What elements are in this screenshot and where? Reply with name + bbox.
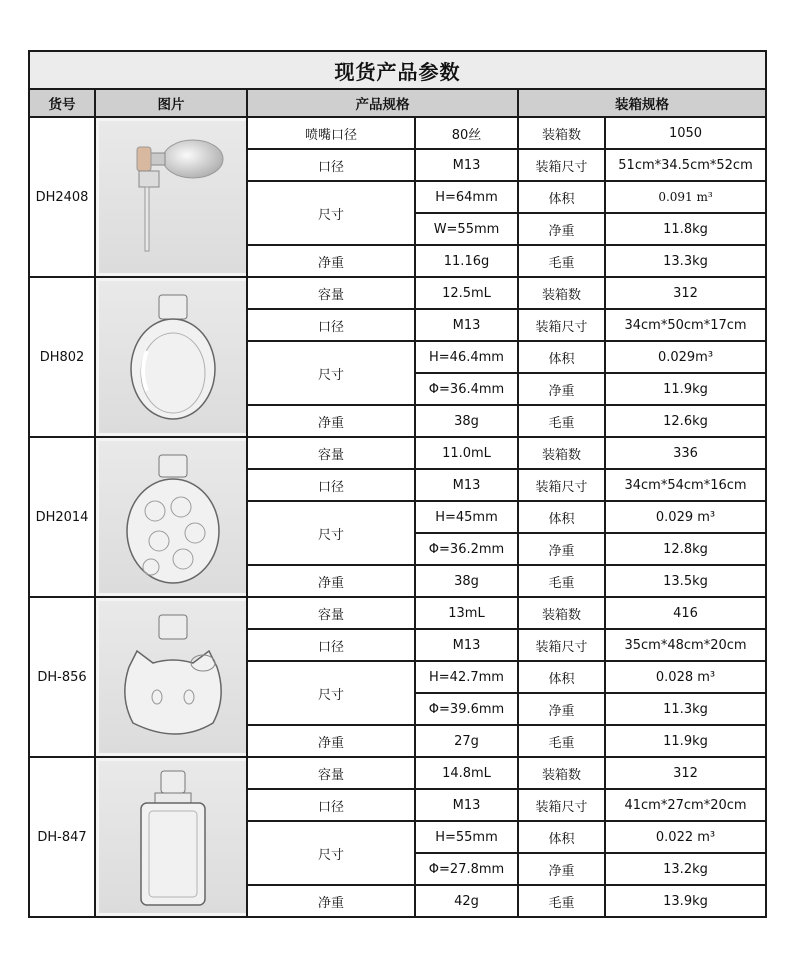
- volume-value: 0.029m³: [605, 341, 766, 373]
- spec-label: 容量: [247, 277, 415, 309]
- spec-value: 80丝: [415, 117, 518, 149]
- box-qty-value: 312: [605, 757, 766, 789]
- gross-weight-value: 13.3kg: [605, 245, 766, 277]
- size-label: 尺寸: [247, 181, 415, 245]
- spec-sheet: [28, 50, 765, 918]
- volume-label: 体积: [518, 661, 605, 693]
- header-image: 图片: [95, 89, 247, 117]
- box-size-value: 34cm*50cm*17cm: [605, 309, 766, 341]
- product-photo: [99, 441, 247, 593]
- product-photo: [99, 601, 247, 753]
- box-qty-value: 336: [605, 437, 766, 469]
- size-label: 尺寸: [247, 341, 415, 405]
- gross-weight-label: 毛重: [518, 245, 605, 277]
- product-image: [95, 117, 247, 277]
- product-code: DH2014: [29, 437, 95, 597]
- product-code: DH-847: [29, 757, 95, 917]
- rectangular-glass-bottle-icon: [99, 761, 247, 913]
- product-row-1: [29, 757, 766, 789]
- product-row-1: [29, 597, 766, 629]
- box-net-label: 净重: [518, 533, 605, 565]
- net-weight-value: 38g: [415, 405, 518, 437]
- box-size-value: 34cm*54cm*16cm: [605, 469, 766, 501]
- product-image: [95, 757, 247, 917]
- net-weight-label: 净重: [247, 405, 415, 437]
- width-value: W=55mm: [415, 213, 518, 245]
- volume-label: 体积: [518, 181, 605, 213]
- net-weight-label: 净重: [247, 565, 415, 597]
- gross-weight-value: 11.9kg: [605, 725, 766, 757]
- product-code: DH-856: [29, 597, 95, 757]
- spec-table: [28, 50, 767, 918]
- header-spec: 产品规格: [247, 89, 518, 117]
- spec-value: 12.5mL: [415, 277, 518, 309]
- width-value: Φ=27.8mm: [415, 853, 518, 885]
- box-qty-value: 416: [605, 597, 766, 629]
- cat-shaped-glass-bottle-icon: [99, 601, 247, 753]
- gross-weight-label: 毛重: [518, 885, 605, 917]
- gross-weight-value: 13.5kg: [605, 565, 766, 597]
- product-code: DH2408: [29, 117, 95, 277]
- neck-label: 口径: [247, 469, 415, 501]
- neck-value: M13: [415, 309, 518, 341]
- size-label: 尺寸: [247, 661, 415, 725]
- gross-weight-value: 12.6kg: [605, 405, 766, 437]
- net-weight-label: 净重: [247, 725, 415, 757]
- gross-weight-label: 毛重: [518, 565, 605, 597]
- spec-value: 14.8mL: [415, 757, 518, 789]
- height-value: H=45mm: [415, 501, 518, 533]
- product-image: [95, 277, 247, 437]
- product-photo: [99, 121, 247, 273]
- product-row-1: [29, 277, 766, 309]
- box-net-value: 11.3kg: [605, 693, 766, 725]
- box-size-value: 35cm*48cm*20cm: [605, 629, 766, 661]
- box-qty-label: 装箱数: [518, 437, 605, 469]
- volume-value: 0.091 m³: [605, 181, 766, 213]
- round-glass-bottle-icon: [99, 281, 247, 433]
- neck-label: 口径: [247, 789, 415, 821]
- box-qty-label: 装箱数: [518, 757, 605, 789]
- header-code: 货号: [29, 89, 95, 117]
- neck-label: 口径: [247, 629, 415, 661]
- spec-label: 容量: [247, 597, 415, 629]
- neck-value: M13: [415, 789, 518, 821]
- net-weight-value: 38g: [415, 565, 518, 597]
- spec-label: 喷嘴口径: [247, 117, 415, 149]
- box-qty-value: 312: [605, 277, 766, 309]
- height-value: H=46.4mm: [415, 341, 518, 373]
- box-net-label: 净重: [518, 373, 605, 405]
- box-qty-label: 装箱数: [518, 117, 605, 149]
- gross-weight-label: 毛重: [518, 725, 605, 757]
- product-image: [95, 597, 247, 757]
- perfume-atomizer-bulb-icon: [99, 121, 247, 273]
- product-row-1: [29, 117, 766, 149]
- spec-label: 容量: [247, 757, 415, 789]
- box-size-label: 装箱尺寸: [518, 469, 605, 501]
- size-label: 尺寸: [247, 821, 415, 885]
- volume-value: 0.022 m³: [605, 821, 766, 853]
- neck-label: 口径: [247, 149, 415, 181]
- neck-label: 口径: [247, 309, 415, 341]
- volume-value: 0.029 m³: [605, 501, 766, 533]
- neck-value: M13: [415, 629, 518, 661]
- box-net-label: 净重: [518, 693, 605, 725]
- product-photo: [99, 761, 247, 913]
- box-size-label: 装箱尺寸: [518, 789, 605, 821]
- box-net-value: 12.8kg: [605, 533, 766, 565]
- box-net-label: 净重: [518, 213, 605, 245]
- volume-value: 0.028 m³: [605, 661, 766, 693]
- box-qty-label: 装箱数: [518, 597, 605, 629]
- width-value: Φ=39.6mm: [415, 693, 518, 725]
- gross-weight-label: 毛重: [518, 405, 605, 437]
- height-value: H=64mm: [415, 181, 518, 213]
- box-net-value: 11.8kg: [605, 213, 766, 245]
- neck-value: M13: [415, 469, 518, 501]
- neck-value: M13: [415, 149, 518, 181]
- net-weight-value: 42g: [415, 885, 518, 917]
- size-label: 尺寸: [247, 501, 415, 565]
- box-size-label: 装箱尺寸: [518, 309, 605, 341]
- box-size-label: 装箱尺寸: [518, 149, 605, 181]
- spec-label: 容量: [247, 437, 415, 469]
- width-value: Φ=36.4mm: [415, 373, 518, 405]
- header-packing: 装箱规格: [518, 89, 766, 117]
- net-weight-label: 净重: [247, 245, 415, 277]
- height-value: H=42.7mm: [415, 661, 518, 693]
- box-size-value: 51cm*34.5cm*52cm: [605, 149, 766, 181]
- product-code: DH802: [29, 277, 95, 437]
- net-weight-label: 净重: [247, 885, 415, 917]
- product-image: [95, 437, 247, 597]
- net-weight-value: 27g: [415, 725, 518, 757]
- box-size-value: 41cm*27cm*20cm: [605, 789, 766, 821]
- volume-label: 体积: [518, 501, 605, 533]
- volume-label: 体积: [518, 341, 605, 373]
- box-net-value: 13.2kg: [605, 853, 766, 885]
- box-qty-label: 装箱数: [518, 277, 605, 309]
- volume-label: 体积: [518, 821, 605, 853]
- box-net-value: 11.9kg: [605, 373, 766, 405]
- height-value: H=55mm: [415, 821, 518, 853]
- box-qty-value: 1050: [605, 117, 766, 149]
- page-title: 现货产品参数: [29, 51, 766, 89]
- product-photo: [99, 281, 247, 433]
- box-net-label: 净重: [518, 853, 605, 885]
- spec-value: 11.0mL: [415, 437, 518, 469]
- faceted-glass-bottle-icon: [99, 441, 247, 593]
- net-weight-value: 11.16g: [415, 245, 518, 277]
- product-row-1: [29, 437, 766, 469]
- gross-weight-value: 13.9kg: [605, 885, 766, 917]
- box-size-label: 装箱尺寸: [518, 629, 605, 661]
- width-value: Φ=36.2mm: [415, 533, 518, 565]
- spec-value: 13mL: [415, 597, 518, 629]
